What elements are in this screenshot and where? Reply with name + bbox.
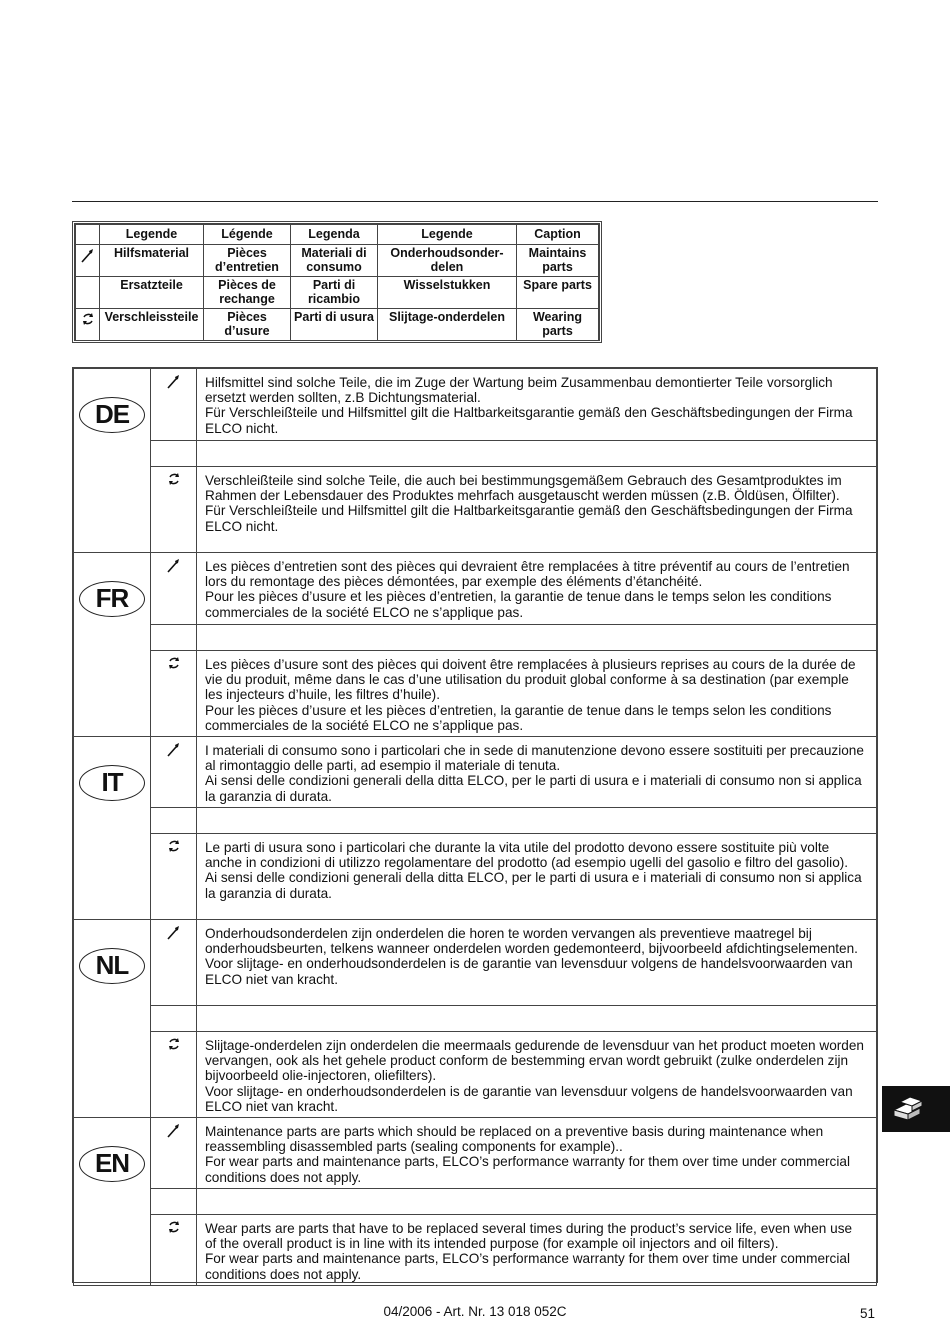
nl-wear-row xyxy=(74,1032,877,1118)
section-tab xyxy=(882,1086,950,1132)
wrench-icon xyxy=(166,1123,182,1139)
cycle-arrows-icon xyxy=(167,1037,181,1051)
icon-cell xyxy=(151,808,197,834)
paragraph: Les pièces d’usure sont des pièces qui doivent être remplacées à plusieurs reprises au cours de la durée de vie du produit, même dans le cas d’une utilisation du produit global conforme à sa destination (par exemple les injecteurs d’huile, les filtres d’huile). xyxy=(205,657,856,703)
paragraph: Ai sensi delle condizioni generali della ditta ELCO, per le parti di usura e i materiali di consumo non si applica la garanzia di durata. xyxy=(205,773,862,804)
paragraph: Pour les pièces d’usure et les pièces d’entretien, la garantie de tenue dans le temps selon les conditions commerciales de la société ELCO ne s’applique pas. xyxy=(205,702,832,733)
de-maintenance-text xyxy=(197,369,877,441)
en-wear-text xyxy=(197,1215,877,1286)
en-maintenance-row xyxy=(74,1118,877,1189)
paragraph: Onderhoudsonderdelen zijn onderdelen die horen te worden vervangen als preventieve maatregel bij onderhoudsbeurten, telkens wanneer onderdelen worden gedemonteerd, bijvoorbeeld afdichtingselementen. xyxy=(205,926,858,957)
fr-maintenance-row xyxy=(74,553,877,625)
fr-maintenance-text xyxy=(197,553,877,625)
paragraph: Hilfsmittel sind solche Teile, die im Zuge der Wartung beim Zusammenbau demontierter Teile vorsorglich ersetzt werden sollten, z.B Dichtungsmaterial. xyxy=(205,375,833,406)
en-spare-row xyxy=(74,1189,877,1215)
cycle-arrows-icon xyxy=(167,1220,181,1234)
legend-cell: Hilfsmaterial xyxy=(100,245,204,277)
paragraph: For wear parts and maintenance parts, ELCO’s performance warranty for them over time under commercial conditions does not apply. xyxy=(205,1154,850,1185)
lang-badge-nl: NL xyxy=(79,948,145,984)
lang-badge-fr: FR xyxy=(79,581,145,617)
lang-badge-en: EN xyxy=(79,1146,145,1182)
paragraph: Wear parts are parts that have to be replaced several times during the product’s service life, even when use of the overall product is in line with its intended purpose (for example oil injectors and oil filters). xyxy=(205,1221,853,1252)
top-rule xyxy=(72,201,878,202)
legend-row-wear xyxy=(76,309,599,341)
icon-cell xyxy=(151,651,197,737)
de-maintenance-row xyxy=(74,369,877,441)
wrench-icon xyxy=(80,248,96,264)
icon-cell xyxy=(151,1006,197,1032)
en-maintenance-text xyxy=(197,1118,877,1189)
paragraph: Ai sensi delle condizioni generali della ditta ELCO, per le parti di usura e i materiali di consumo non si applica la garanzia di durata. xyxy=(205,870,862,901)
paragraph: Pour les pièces d’usure et les pièces d’entretien, la garantie de tenue dans le temps selon les conditions commerciales de la société ELCO ne s’applique pas. xyxy=(205,589,832,620)
icon-cell xyxy=(151,553,197,625)
nl-maintenance-row xyxy=(74,920,877,1006)
legend-icon-cell xyxy=(76,277,100,309)
wrench-icon xyxy=(166,742,182,758)
legend-cell: Spare parts xyxy=(517,277,599,309)
nl-spare-row xyxy=(74,1006,877,1032)
paragraph: For wear parts and maintenance parts, ELCO’s performance warranty for them over time under commercial conditions does not apply. xyxy=(205,1251,850,1282)
de-wear-text xyxy=(197,467,877,553)
wrench-icon xyxy=(166,374,182,390)
legend-cell: Pièces d’usure xyxy=(204,309,291,341)
paragraph: I materiali di consumo sono i particolari che in sede di manutenzione devono essere sostituiti per precauzione al rimontaggio delle parti, ad esempio il materiale di tenuta. xyxy=(205,743,864,774)
legend-header-nl: Legende xyxy=(378,225,517,245)
legend-header-it: Legenda xyxy=(291,225,378,245)
paragraph: Voor slijtage- en onderhoudsonderdelen is de garantie van levensduur volgens de handelsvoorwaarden van ELCO niet van kracht. xyxy=(205,1083,853,1114)
legend-icon-cell xyxy=(76,309,100,341)
lang-cell-en xyxy=(74,1118,151,1286)
lang-cell-it xyxy=(74,737,151,920)
empty-text-cell xyxy=(197,625,877,651)
it-maintenance-text xyxy=(197,737,877,808)
nl-wear-text xyxy=(197,1032,877,1118)
cycle-arrows-icon xyxy=(81,312,95,326)
footer-article-number: 04/2006 - Art. Nr. 13 018 052C xyxy=(383,1304,567,1319)
empty-text-cell xyxy=(197,441,877,467)
it-wear-text xyxy=(197,834,877,920)
fr-spare-row xyxy=(74,625,877,651)
language-table xyxy=(72,367,878,1283)
icon-cell xyxy=(151,1215,197,1286)
paragraph: Für Verschleißteile und Hilfsmittel gilt die Haltbarkeitsgarantie gemäß den Geschäftsbedingungen der Firma ELCO nicht. xyxy=(205,405,853,436)
legend-cell: Slijtage-onderdelen xyxy=(378,309,517,341)
paragraph: Verschleißteile sind solche Teile, die auch bei bestimmungsgemäßem Gebrauch des Gesamtproduktes im Rahmen der Lebensdauer des Produktes mehrfach ausgetauscht werden müssen (z.B. Öldüsen, Ölfilter). xyxy=(205,473,842,504)
icon-cell xyxy=(151,1189,197,1215)
legend-cell: Materiali di consumo xyxy=(291,245,378,277)
legend-header-de: Legende xyxy=(100,225,204,245)
wrench-icon xyxy=(166,925,182,941)
paragraph: Voor slijtage- en onderhoudsonderdelen is de garantie van levensduur volgens de handelsvoorwaarden van ELCO niet van kracht. xyxy=(205,956,853,987)
fr-wear-text xyxy=(197,651,877,737)
spare-parts-icon xyxy=(890,1092,930,1126)
empty-text-cell xyxy=(197,1189,877,1215)
lang-badge-it: IT xyxy=(79,765,145,801)
icon-cell xyxy=(151,467,197,553)
fr-wear-row xyxy=(74,651,877,737)
legend-cell: Verschleissteile xyxy=(100,309,204,341)
it-maintenance-row xyxy=(74,737,877,808)
cycle-arrows-icon xyxy=(167,656,181,670)
it-wear-row xyxy=(74,834,877,920)
legend-header-en: Caption xyxy=(517,225,599,245)
icon-cell xyxy=(151,625,197,651)
legend-table xyxy=(72,221,602,343)
empty-text-cell xyxy=(197,1006,877,1032)
paragraph: Les pièces d’entretien sont des pièces qui devraient être remplacées à titre préventif au cours de l’entretien lors du remontage des pièces démontées, par exemple des éléments d’étanchéité. xyxy=(205,559,850,590)
paragraph: Le parti di usura sono i particolari che durante la vita utile del prodotto devono essere sostituite più volte anche in condizioni di utilizzo regolamentare del prodotto (ad esempio ugelli del gasolio e filtro del gasolio). xyxy=(205,840,849,871)
legend-cell: Ersatzteile xyxy=(100,277,204,309)
de-wear-row xyxy=(74,467,877,553)
legend-cell: Parti di ricambio xyxy=(291,277,378,309)
cycle-arrows-icon xyxy=(167,472,181,486)
it-spare-row xyxy=(74,808,877,834)
legend-cell: Pièces d’entretien xyxy=(204,245,291,277)
paragraph: Maintenance parts are parts which should be replaced on a preventive basis during maintenance when reassembling disassembled parts (sealing components for example).. xyxy=(205,1124,824,1155)
paragraph: Slijtage-onderdelen zijn onderdelen die meermaals gedurende de levensduur van het product moeten worden vervangen, ook als het gehele product conform de bestemming ervan wordt gebruikt (zulke onderdelen zijn bijvoorbeeld olie-injectoren, oliefilters). xyxy=(205,1038,864,1084)
lang-cell-fr xyxy=(74,553,151,737)
wrench-icon xyxy=(166,558,182,574)
page-number: 51 xyxy=(860,1306,876,1321)
lang-badge-de: DE xyxy=(79,397,145,433)
legend-cell: Maintains parts xyxy=(517,245,599,277)
legend-cell: Wisselstukken xyxy=(378,277,517,309)
icon-cell xyxy=(151,1118,197,1189)
legend-cell: Pièces de rechange xyxy=(204,277,291,309)
legend-header-blank xyxy=(76,225,100,245)
legend-icon-cell xyxy=(76,245,100,277)
icon-cell xyxy=(151,737,197,808)
de-spare-row xyxy=(74,441,877,467)
lang-cell-de xyxy=(74,369,151,553)
legend-header-fr: Légende xyxy=(204,225,291,245)
icon-cell xyxy=(151,1032,197,1118)
paragraph: Für Verschleißteile und Hilfsmittel gilt die Haltbarkeitsgarantie gemäß den Geschäftsbedingungen der Firma ELCO nicht. xyxy=(205,503,853,534)
icon-cell xyxy=(151,441,197,467)
legend-header-row xyxy=(76,225,599,245)
icon-cell xyxy=(151,369,197,441)
legend-row-spare xyxy=(76,277,599,309)
en-wear-row xyxy=(74,1215,877,1286)
legend-cell: Onderhoudsonder-delen xyxy=(378,245,517,277)
lang-cell-nl xyxy=(74,920,151,1118)
icon-cell xyxy=(151,834,197,920)
nl-maintenance-text xyxy=(197,920,877,1006)
legend-cell: Wearing parts xyxy=(517,309,599,341)
legend-cell: Parti di usura xyxy=(291,309,378,341)
icon-cell xyxy=(151,920,197,1006)
legend-row-maintenance xyxy=(76,245,599,277)
cycle-arrows-icon xyxy=(167,839,181,853)
empty-text-cell xyxy=(197,808,877,834)
